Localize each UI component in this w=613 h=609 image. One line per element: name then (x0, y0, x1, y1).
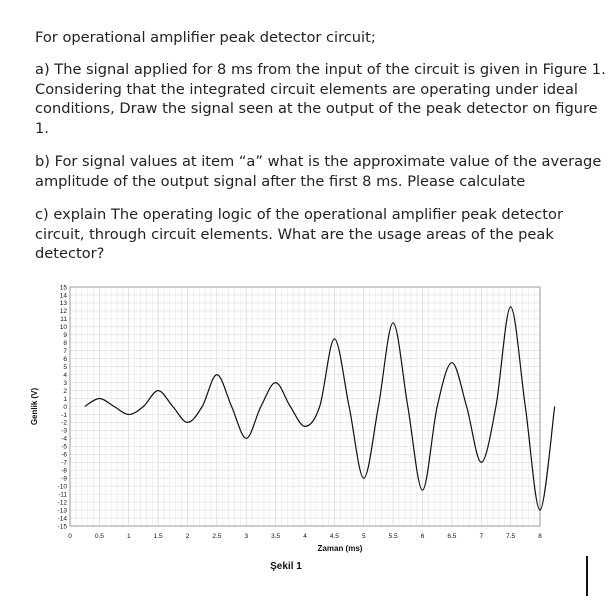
figure-1-chart (0, 280, 613, 580)
y-tick-label: 13 (59, 300, 67, 308)
x-tick-label: 2.5 (212, 533, 222, 540)
y-tick-label: 7 (63, 348, 67, 356)
y-tick-label: 11 (60, 316, 67, 324)
y-tick-label: -15 (57, 523, 67, 531)
y-tick-label: -1 (61, 411, 67, 419)
y-tick-label: -9 (61, 475, 67, 483)
x-tick-label: 6 (420, 533, 425, 540)
y-tick-label: -10 (57, 483, 67, 491)
y-tick-label: -7 (61, 459, 67, 467)
chart-grid (70, 287, 540, 526)
y-tick-labels (58, 284, 68, 530)
y-tick-label: -11 (58, 491, 67, 499)
y-tick-label: 4 (63, 371, 67, 379)
x-tick-label: 7 (479, 533, 484, 540)
x-tick-label: 0 (68, 533, 72, 540)
x-tick-label: 1 (126, 533, 131, 540)
question-part-c: c) explain The operating logic of the operational amplifier peak detector circuit, through circuit elements. What are the usage areas of the peak detector? (35, 206, 563, 262)
x-tick-label: 1.5 (153, 533, 163, 540)
x-axis-label: Zaman (ms) (317, 544, 363, 553)
x-tick-label: 5.5 (388, 533, 398, 540)
text-cursor-bar (586, 556, 588, 596)
y-tick-label: 6 (63, 356, 67, 363)
y-tick-label: 12 (59, 308, 67, 316)
x-tick-label: 5 (361, 533, 366, 540)
question-part-a: a) The signal applied for 8 ms from the input of the circuit is given in Figure 1. Considering that the integrated circuit elements are operating under ideal conditions, Draw the signal seen at the output of the peak detector on figure 1. (35, 61, 606, 137)
y-tick-label: -8 (61, 467, 67, 475)
x-tick-labels (68, 533, 542, 540)
x-tick-label: 3 (244, 533, 249, 540)
x-tick-label: 6.5 (447, 533, 457, 540)
question-part-b: b) For signal values at item “a” what is the approximate value of the average amplitude of the output signal after the first 8 ms. Please calculate (35, 153, 602, 190)
y-tick-label: -5 (61, 443, 67, 451)
y-tick-label: 8 (63, 340, 67, 348)
y-tick-label: -4 (61, 435, 67, 443)
x-tick-label: 7.5 (506, 533, 516, 540)
figure-caption: Şekil 1 (270, 561, 302, 572)
y-tick-label: 1 (63, 395, 67, 403)
question-intro: For operational amplifier peak detector circuit; (35, 29, 376, 46)
y-tick-label: 9 (63, 332, 67, 340)
x-tick-label: 4.5 (329, 533, 339, 540)
y-axis-label: Genlik (V) (30, 387, 39, 426)
y-tick-label: 15 (59, 284, 67, 292)
y-tick-label: 0 (63, 403, 67, 411)
y-tick-label: -2 (61, 419, 67, 427)
y-tick-label: 14 (59, 292, 67, 300)
y-tick-label: 2 (63, 387, 67, 395)
y-tick-label: 5 (63, 363, 67, 371)
y-tick-label: -13 (57, 507, 67, 515)
x-tick-label: 4 (303, 533, 307, 540)
x-tick-label: 8 (538, 533, 542, 540)
x-tick-label: 3.5 (271, 533, 281, 540)
y-tick-label: -14 (57, 515, 67, 523)
series-line-input (85, 307, 555, 510)
y-tick-label: -6 (61, 451, 67, 459)
y-tick-label: 3 (63, 379, 67, 387)
x-tick-label: 0.5 (94, 533, 104, 540)
x-tick-label: 2 (185, 533, 190, 540)
y-tick-label: 10 (59, 324, 67, 332)
y-tick-label: -3 (61, 427, 67, 435)
y-tick-label: -12 (57, 499, 67, 507)
